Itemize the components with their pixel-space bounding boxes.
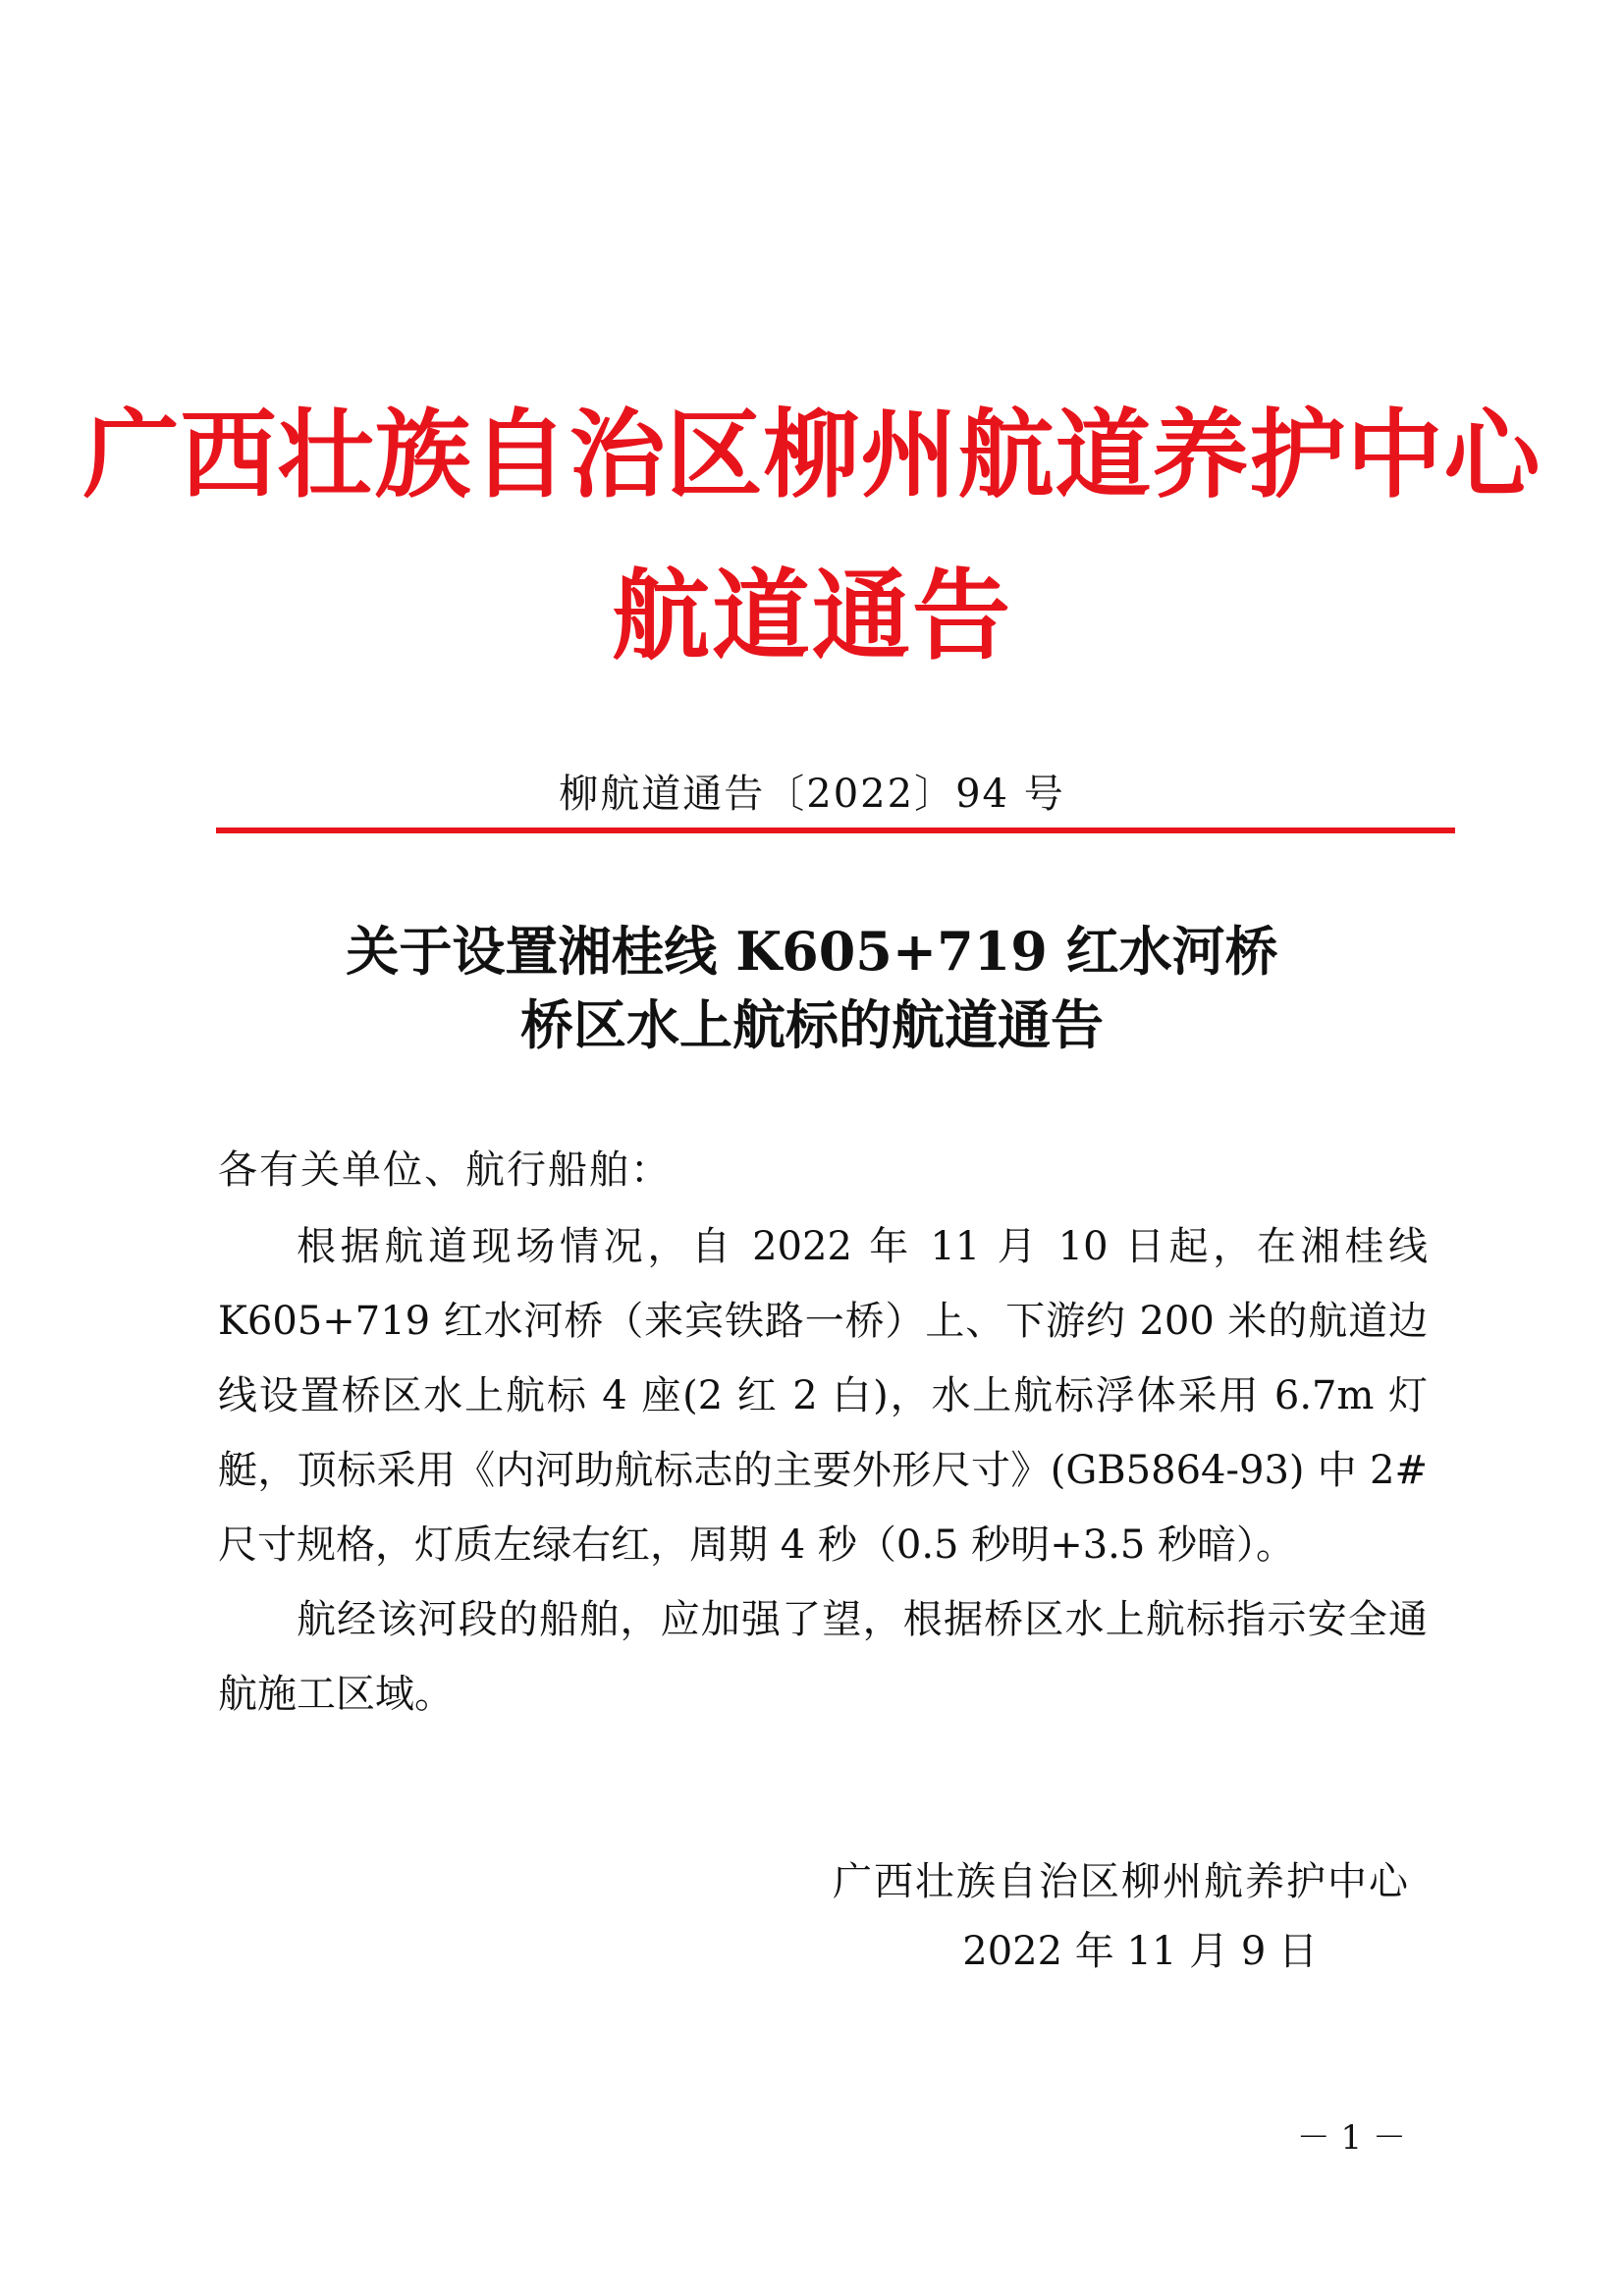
salutation: 各有关单位、航行船舶： [218, 1148, 672, 1193]
page-number: － 1 － [1296, 2118, 1406, 2158]
issuing-organization-title: 广西壮族自治区柳州航道养护中心 [82, 399, 1542, 511]
notice-subject-line-1: 关于设置湘桂线 K605+719 红水河桥 [346, 920, 1278, 983]
red-divider-line [216, 828, 1455, 833]
document-number: 柳航道通告〔2022〕94 号 [559, 772, 1065, 817]
body-paragraph-2: 航经该河段的船舶，应加强了望，根据桥区水上航标指示安全通航施工区域。 [218, 1597, 1428, 1717]
notice-subject-line-2: 桥区水上航标的航道通告 [520, 993, 1104, 1056]
signature-date: 2022 年 11 月 9 日 [962, 1929, 1318, 1974]
signature-organization: 广西壮族自治区柳州航养护中心 [833, 1859, 1410, 1904]
body-paragraph-1: 根据航道现场情况，自 2022 年 11 月 10 日起，在湘桂线 K605+719 红水河桥（来宾铁路一桥）上、下游约 200 米的航道边线设置桥区水上航标 4 座(2 红 2 白)，水上航标浮体采用 6.7m 灯艇，顶标采用《内河助航标志的主要外形尺寸》(GB5864-93) 中 2#尺寸规格，灯质左绿右红，周期 4 秒（0.5 秒明+3.5 秒暗）。 [218, 1224, 1428, 1568]
notice-subject [0, 915, 1624, 1062]
document-type-title: 航道通告 [612, 558, 1012, 673]
notice-body [218, 1209, 1428, 1732]
